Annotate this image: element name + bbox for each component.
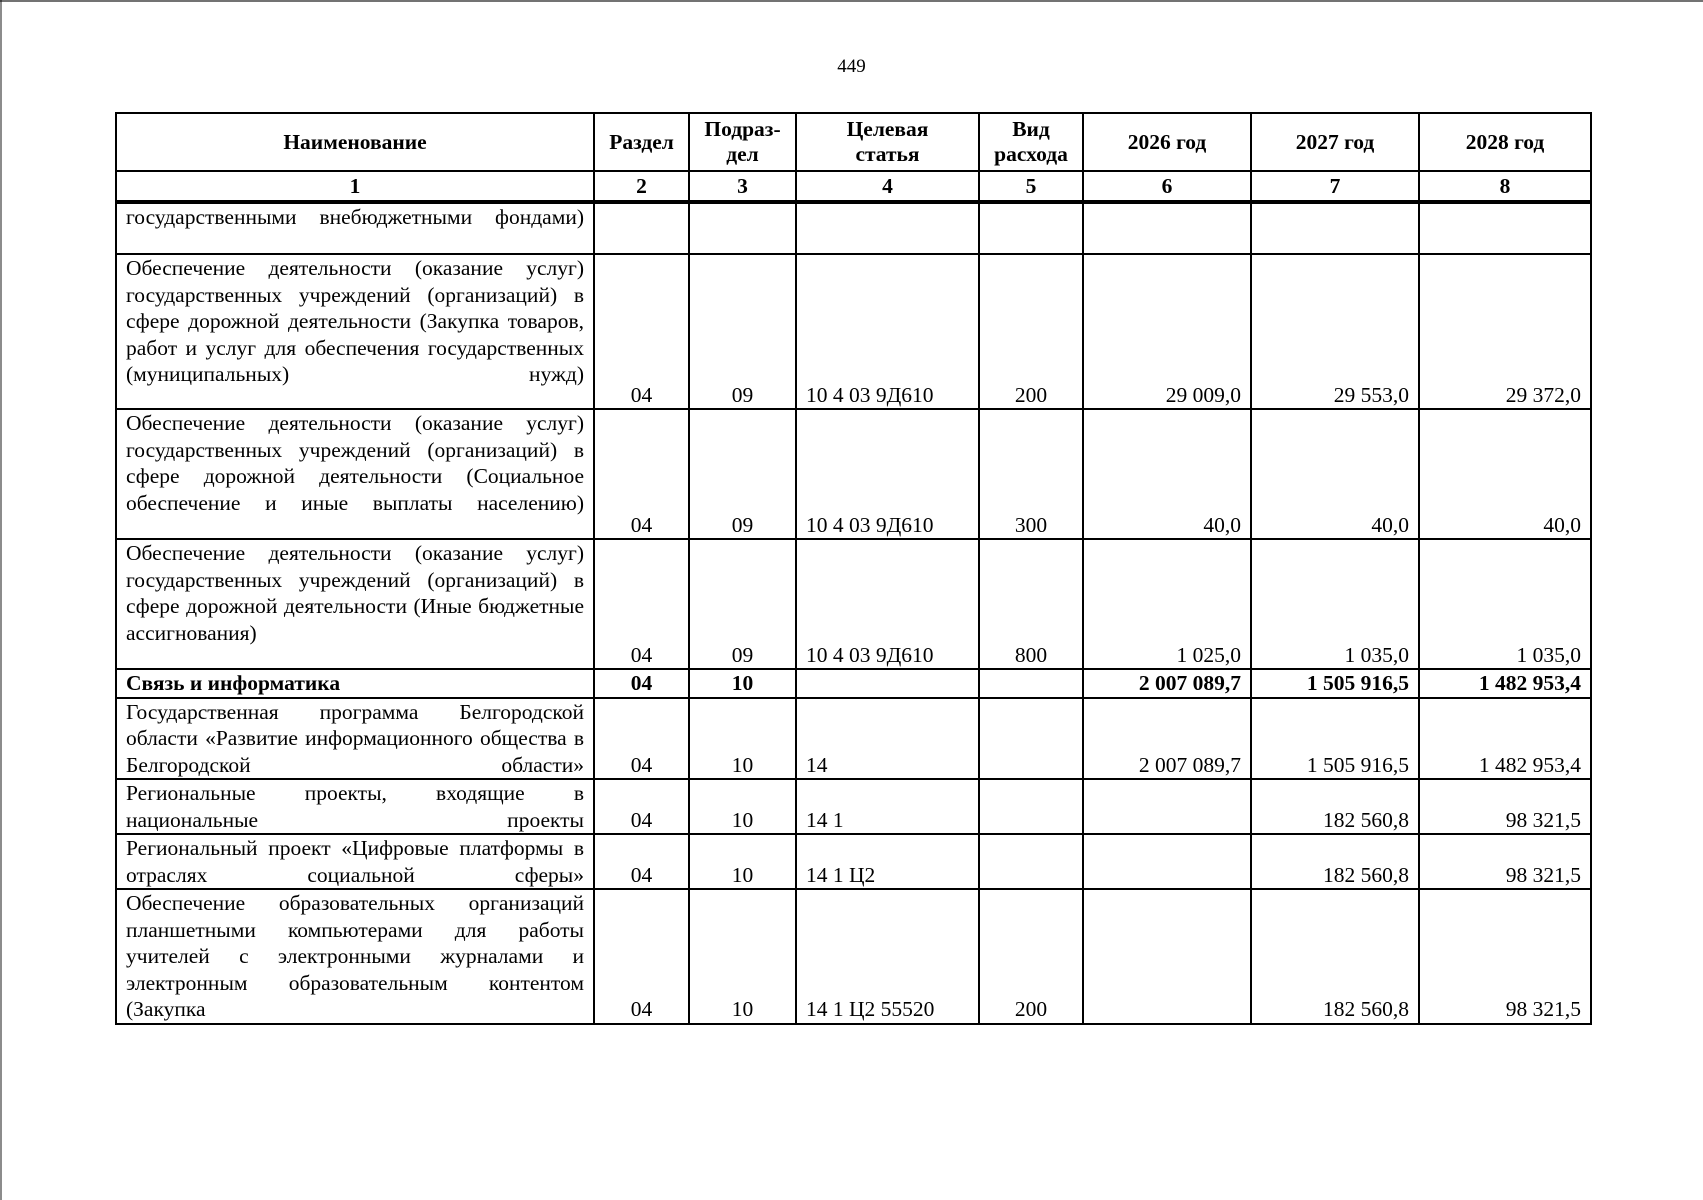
- cell-podrazdel: 09: [689, 254, 796, 409]
- cell-podrazdel: 10: [689, 698, 796, 780]
- cell-name: Обеспечение деятельности (оказание услуг) государственных учреждений (организаций) в сфере дорожной деятельности (Социальное обеспечение и иные выплаты населению): [116, 409, 594, 539]
- cell-razdel: 04: [594, 889, 689, 1024]
- cell-razdel: [594, 202, 689, 254]
- cell-2027: 182 560,8: [1251, 889, 1419, 1024]
- page-number: 449: [837, 56, 866, 77]
- cell-podrazdel: 10: [689, 669, 796, 698]
- cell-podrazdel: [689, 202, 796, 254]
- table-row: [116, 254, 1591, 409]
- cell-2028: 1 035,0: [1419, 539, 1591, 669]
- column-number: 6: [1083, 171, 1251, 202]
- column-number-row: [116, 171, 1591, 202]
- header-podrazdel: Подраз- дел: [689, 113, 796, 171]
- column-number: 8: [1419, 171, 1591, 202]
- header-vid: Вид расхода: [979, 113, 1083, 171]
- scan-left-border: [0, 0, 2, 1200]
- cell-2026: [1083, 202, 1251, 254]
- cell-razdel: 04: [594, 834, 689, 889]
- cell-2028: 29 372,0: [1419, 254, 1591, 409]
- cell-2026: 2 007 089,7: [1083, 698, 1251, 780]
- cell-statya: 10 4 03 9Д610: [796, 254, 979, 409]
- cell-2027: 29 553,0: [1251, 254, 1419, 409]
- header-2026: 2026 год: [1083, 113, 1251, 171]
- cell-statya: 14 1 Ц2: [796, 834, 979, 889]
- cell-statya: 14 1: [796, 779, 979, 834]
- cell-vid: 300: [979, 409, 1083, 539]
- table-row: [116, 779, 1591, 834]
- column-number: 1: [116, 171, 594, 202]
- cell-podrazdel: 10: [689, 889, 796, 1024]
- column-number: 5: [979, 171, 1083, 202]
- cell-name: Связь и информатика: [116, 669, 594, 698]
- cell-2028: 40,0: [1419, 409, 1591, 539]
- scan-top-border: [0, 0, 1703, 2]
- cell-2028: [1419, 202, 1591, 254]
- cell-2027: 1 505 916,5: [1251, 698, 1419, 780]
- cell-statya: 14: [796, 698, 979, 780]
- cell-statya: [796, 669, 979, 698]
- cell-vid: 200: [979, 254, 1083, 409]
- cell-2028: 98 321,5: [1419, 889, 1591, 1024]
- header-statya: Целевая статья: [796, 113, 979, 171]
- header-2027: 2027 год: [1251, 113, 1419, 171]
- cell-2026: 40,0: [1083, 409, 1251, 539]
- cell-2026: [1083, 889, 1251, 1024]
- header-razdel: Раздел: [594, 113, 689, 171]
- cell-razdel: 04: [594, 539, 689, 669]
- cell-razdel: 04: [594, 669, 689, 698]
- column-number: 4: [796, 171, 979, 202]
- cell-vid: [979, 202, 1083, 254]
- column-number: 7: [1251, 171, 1419, 202]
- cell-razdel: 04: [594, 698, 689, 780]
- header-row: [116, 113, 1591, 171]
- cell-name: Государственная программа Белгородской области «Развитие информационного общества в Белгородской области»: [116, 698, 594, 780]
- cell-2027: [1251, 202, 1419, 254]
- cell-podrazdel: 10: [689, 779, 796, 834]
- cell-statya: 10 4 03 9Д610: [796, 539, 979, 669]
- table-row: [116, 539, 1591, 669]
- table-row: [116, 698, 1591, 780]
- cell-name: Обеспечение деятельности (оказание услуг) государственных учреждений (организаций) в сфере дорожной деятельности (Закупка товаров, работ и услуг для обеспечения государственных (муниципальных) нужд): [116, 254, 594, 409]
- cell-statya: 14 1 Ц2 55520: [796, 889, 979, 1024]
- cell-vid: [979, 669, 1083, 698]
- cell-2027: 40,0: [1251, 409, 1419, 539]
- cell-2026: 29 009,0: [1083, 254, 1251, 409]
- cell-name: Обеспечение деятельности (оказание услуг) государственных учреждений (организаций) в сфере дорожной деятельности (Иные бюджетные ассигнования): [116, 539, 594, 669]
- cell-podrazdel: 09: [689, 409, 796, 539]
- cell-razdel: 04: [594, 409, 689, 539]
- cell-vid: 800: [979, 539, 1083, 669]
- cell-statya: 10 4 03 9Д610: [796, 409, 979, 539]
- table-row: [116, 889, 1591, 1024]
- header-name: Наименование: [116, 113, 594, 171]
- cell-2028: 98 321,5: [1419, 834, 1591, 889]
- cell-2028: 98 321,5: [1419, 779, 1591, 834]
- table-body: [116, 202, 1591, 1024]
- table-row: [116, 409, 1591, 539]
- cell-2026: [1083, 834, 1251, 889]
- table-row: [116, 202, 1591, 254]
- cell-podrazdel: 09: [689, 539, 796, 669]
- cell-2027: 1 505 916,5: [1251, 669, 1419, 698]
- cell-vid: [979, 698, 1083, 780]
- header-2028: 2028 год: [1419, 113, 1591, 171]
- cell-2027: 182 560,8: [1251, 779, 1419, 834]
- cell-razdel: 04: [594, 779, 689, 834]
- cell-2026: 1 025,0: [1083, 539, 1251, 669]
- cell-2026: 2 007 089,7: [1083, 669, 1251, 698]
- cell-2027: 182 560,8: [1251, 834, 1419, 889]
- cell-vid: [979, 834, 1083, 889]
- table-row: [116, 669, 1591, 698]
- table-row: [116, 834, 1591, 889]
- cell-2028: 1 482 953,4: [1419, 698, 1591, 780]
- cell-name: Региональный проект «Цифровые платформы в отраслях социальной сферы»: [116, 834, 594, 889]
- cell-2027: 1 035,0: [1251, 539, 1419, 669]
- cell-2028: 1 482 953,4: [1419, 669, 1591, 698]
- cell-vid: [979, 779, 1083, 834]
- budget-table: [115, 112, 1592, 1025]
- cell-name: Региональные проекты, входящие в национальные проекты: [116, 779, 594, 834]
- cell-podrazdel: 10: [689, 834, 796, 889]
- cell-statya: [796, 202, 979, 254]
- column-number: 3: [689, 171, 796, 202]
- cell-vid: 200: [979, 889, 1083, 1024]
- cell-2026: [1083, 779, 1251, 834]
- cell-name: Обеспечение образовательных организаций планшетными компьютерами для работы учителей с электронными журналами и электронным образовательным контентом (Закупка: [116, 889, 594, 1024]
- cell-name: государственными внебюджетными фондами): [116, 202, 594, 254]
- cell-razdel: 04: [594, 254, 689, 409]
- column-number: 2: [594, 171, 689, 202]
